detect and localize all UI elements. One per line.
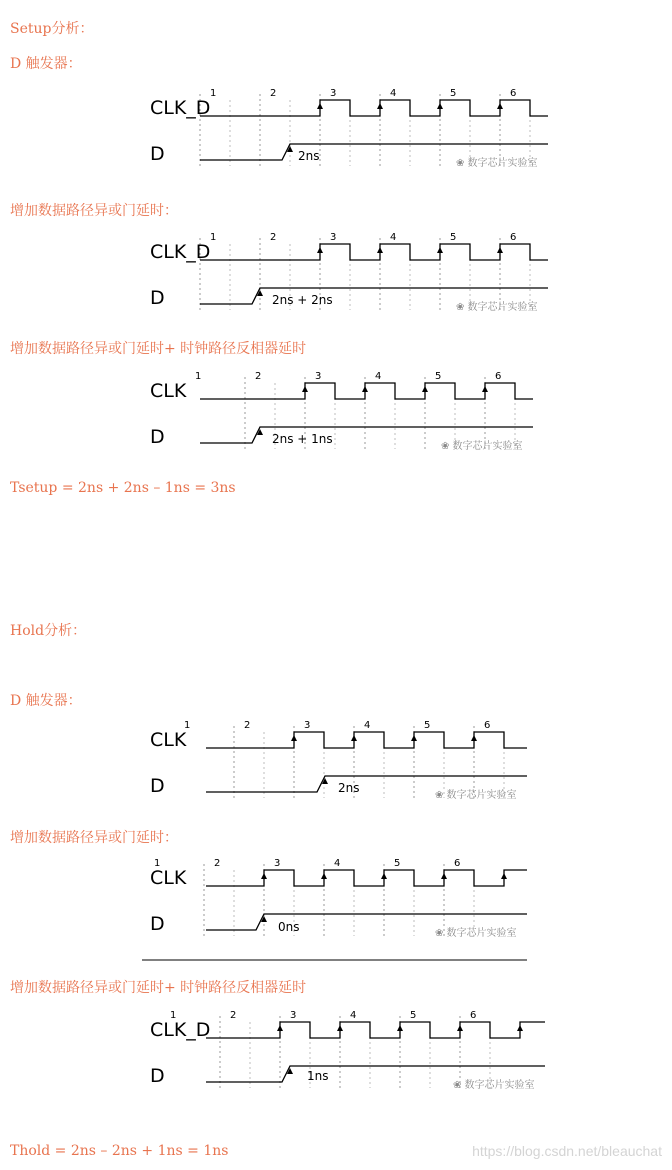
delay-label: 0ns <box>278 920 300 934</box>
cycle-number: 3 <box>290 1010 297 1021</box>
cycle-number: 5 <box>450 88 457 99</box>
cycle-number: 1 <box>170 1010 177 1021</box>
d-signal-label: D <box>150 1065 165 1087</box>
clk-edge-arrow <box>362 386 368 392</box>
cycle-number: 1 <box>154 858 161 869</box>
cycle-number: 3 <box>304 720 311 731</box>
cycle-number: 2 <box>230 1010 237 1021</box>
clk-edge-arrow <box>501 873 507 879</box>
watermark: https://blog.csdn.net/bleauchat <box>472 1143 662 1159</box>
cycle-number: 3 <box>330 232 337 243</box>
timing-diagram-setup-1 <box>150 86 550 176</box>
diagram-logo: ❀ 数字芯片实验室 <box>435 928 517 939</box>
hold-case3-heading: 增加数据路径异或门延时+ 时钟路径反相器延时 <box>10 980 307 996</box>
setup-formula: Tsetup = 2ns + 2ns – 1ns = 3ns <box>10 480 236 496</box>
clk-signal-label: CLK <box>150 729 187 751</box>
clk-edge-arrow <box>422 386 428 392</box>
cycle-number: 5 <box>410 1010 417 1021</box>
diagram-logo: ❀ 数字芯片实验室 <box>453 1080 535 1091</box>
diagram-logo: ❀ 数字芯片实验室 <box>441 441 523 452</box>
hold-case1-heading: D 触发器： <box>10 693 82 709</box>
clk-edge-arrow <box>441 873 447 879</box>
cycle-number: 5 <box>450 232 457 243</box>
hold-case2-heading: 增加数据路径异或门延时： <box>10 830 178 846</box>
cycle-number: 2 <box>270 232 277 243</box>
cycle-number: 3 <box>274 858 281 869</box>
cycle-number: 3 <box>315 371 322 382</box>
setup-case2-heading: 增加数据路径异或门延时： <box>10 203 178 219</box>
timing-diagram-hold-3 <box>150 1008 550 1098</box>
cycle-number: 1 <box>195 371 202 382</box>
clk-edge-arrow <box>317 103 323 109</box>
diagram-logo: ❀ 数字芯片实验室 <box>456 302 538 313</box>
d-signal-label: D <box>150 143 165 165</box>
clk-edge-arrow <box>517 1025 523 1031</box>
clk-waveform <box>206 870 527 886</box>
cycle-number: 6 <box>484 720 491 731</box>
clk-edge-arrow <box>291 735 297 741</box>
delay-label: 1ns <box>307 1069 329 1083</box>
clk-edge-arrow <box>351 735 357 741</box>
clk-edge-arrow <box>302 386 308 392</box>
setup-case3-heading: 增加数据路径异或门延时+ 时钟路径反相器延时 <box>10 341 307 357</box>
clk-signal-label: CLK_D <box>150 97 211 119</box>
clk-signal-label: CLK <box>150 380 187 402</box>
timing-diagram-hold-1 <box>150 718 550 808</box>
clk-waveform <box>200 244 548 260</box>
cycle-number: 6 <box>454 858 461 869</box>
hold-formula: Thold = 2ns – 2ns + 1ns = 1ns <box>10 1143 229 1159</box>
clk-edge-arrow <box>411 735 417 741</box>
clk-edge-arrow <box>337 1025 343 1031</box>
clk-edge-arrow <box>457 1025 463 1031</box>
clk-signal-label: CLK_D <box>150 241 211 263</box>
d-signal-label: D <box>150 775 165 797</box>
clk-edge-arrow <box>317 247 323 253</box>
cycle-number: 5 <box>435 371 442 382</box>
clk-edge-arrow <box>381 873 387 879</box>
delay-label: 2ns <box>338 781 360 795</box>
clk-edge-arrow <box>437 103 443 109</box>
cycle-number: 4 <box>364 720 371 731</box>
cycle-number: 4 <box>350 1010 357 1021</box>
delay-label: 2ns + 1ns <box>272 432 333 446</box>
clk-edge-arrow <box>437 247 443 253</box>
clk-signal-label: CLK_D <box>150 1019 211 1041</box>
clk-signal-label: CLK <box>150 867 187 889</box>
delay-label: 2ns + 2ns <box>272 293 333 307</box>
setup-title: Setup分析： <box>10 21 94 37</box>
cycle-number: 2 <box>255 371 262 382</box>
cycle-number: 4 <box>375 371 382 382</box>
cycle-number: 2 <box>244 720 251 731</box>
cycle-number: 6 <box>510 88 517 99</box>
cycle-number: 4 <box>334 858 341 869</box>
clk-edge-arrow <box>497 103 503 109</box>
timing-diagram-setup-3 <box>150 369 550 459</box>
cycle-number: 6 <box>510 232 517 243</box>
clk-waveform <box>200 100 548 116</box>
cycle-number: 5 <box>424 720 431 731</box>
cycle-number: 1 <box>184 720 191 731</box>
setup-case1-heading: D 触发器： <box>10 56 82 72</box>
delay-label: 2ns <box>298 149 320 163</box>
d-signal-label: D <box>150 913 165 935</box>
cycle-number: 3 <box>330 88 337 99</box>
timing-diagram-hold-2 <box>150 856 550 966</box>
clk-edge-arrow <box>471 735 477 741</box>
d-signal-label: D <box>150 287 165 309</box>
hold-title: Hold分析： <box>10 623 87 639</box>
clk-edge-arrow <box>261 873 267 879</box>
cycle-number: 4 <box>390 88 397 99</box>
timing-diagram-setup-2 <box>150 230 550 320</box>
cycle-number: 1 <box>210 232 217 243</box>
clk-edge-arrow <box>482 386 488 392</box>
diagram-logo: ❀ 数字芯片实验室 <box>456 158 538 169</box>
diagram-logo: ❀ 数字芯片实验室 <box>435 790 517 801</box>
cycle-number: 5 <box>394 858 401 869</box>
clk-edge-arrow <box>397 1025 403 1031</box>
cycle-number: 1 <box>210 88 217 99</box>
clk-waveform <box>206 732 527 748</box>
cycle-number: 2 <box>214 858 221 869</box>
clk-edge-arrow <box>497 247 503 253</box>
d-signal-label: D <box>150 426 165 448</box>
cycle-number: 2 <box>270 88 277 99</box>
clk-edge-arrow <box>321 873 327 879</box>
clk-edge-arrow <box>377 103 383 109</box>
cycle-number: 6 <box>470 1010 477 1021</box>
cycle-number: 4 <box>390 232 397 243</box>
clk-edge-arrow <box>377 247 383 253</box>
clk-waveform <box>206 1022 545 1038</box>
clk-edge-arrow <box>277 1025 283 1031</box>
cycle-number: 6 <box>495 371 502 382</box>
